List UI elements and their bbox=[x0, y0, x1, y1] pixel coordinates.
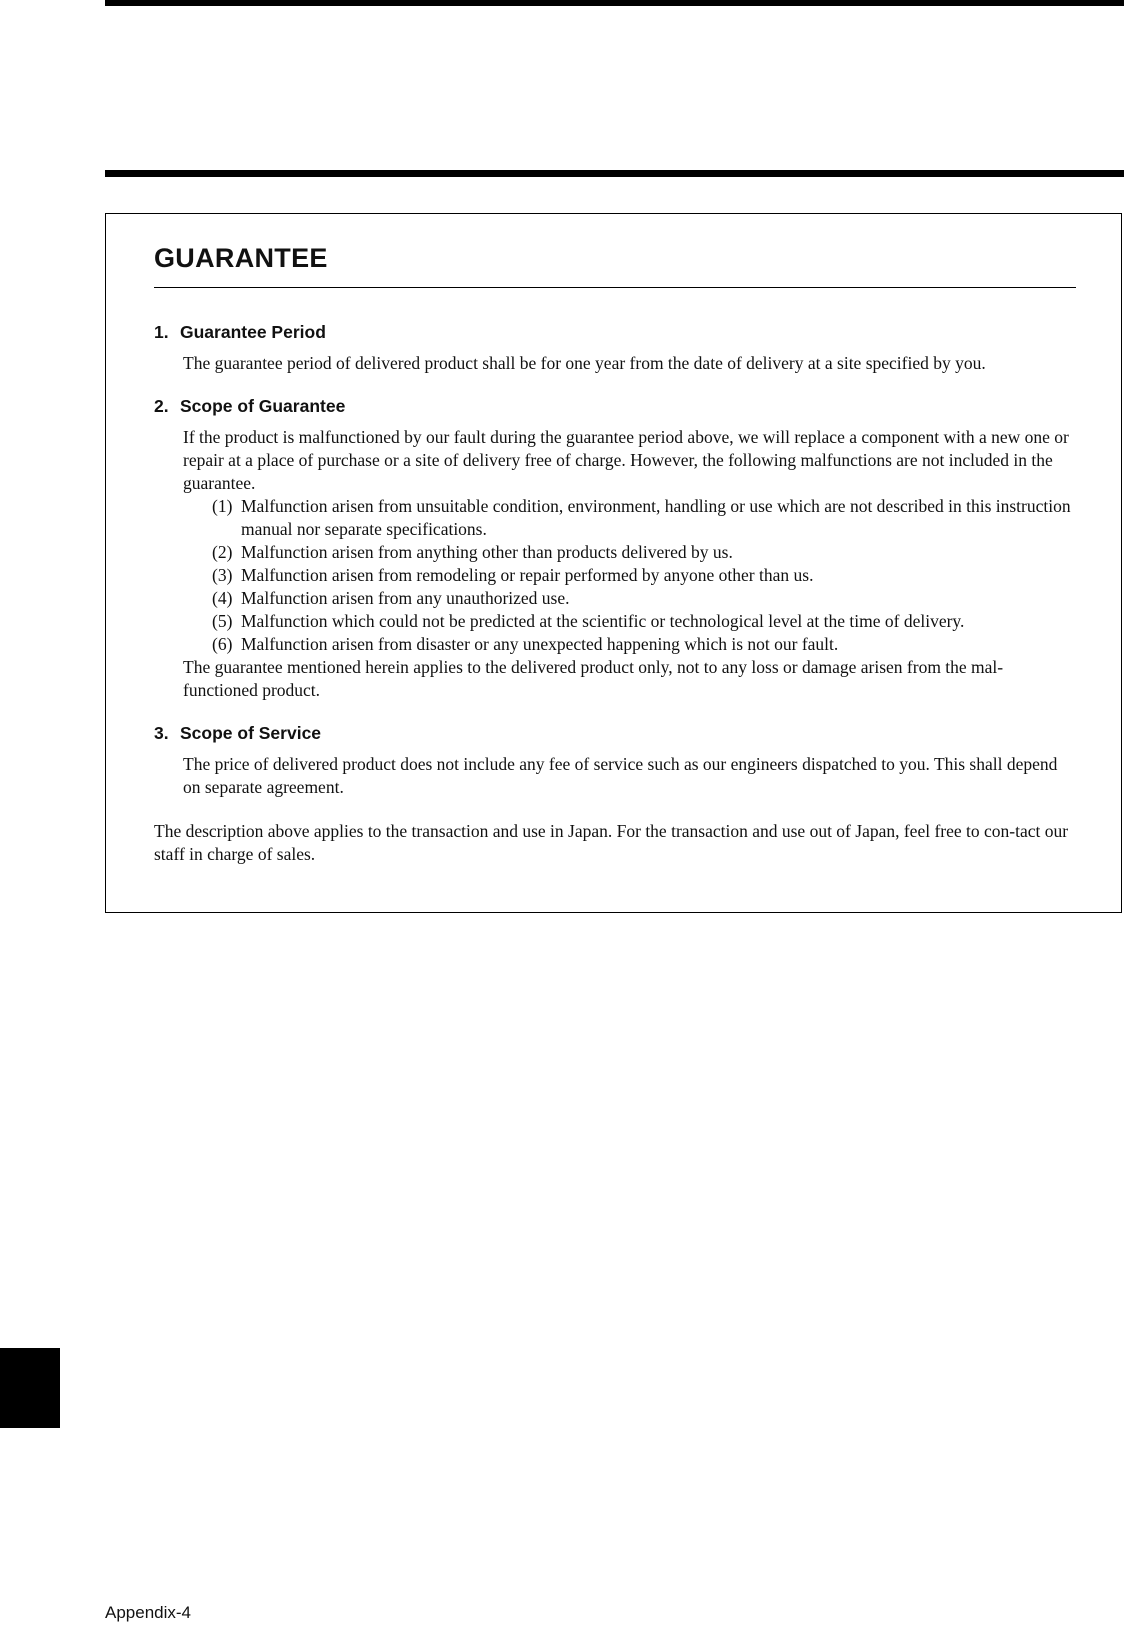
jurisdiction-note: The description above applies to the transaction and use in Japan. For the transaction and use out of Japan, feel free to con-tact our staff in charge of sales. bbox=[154, 821, 1069, 864]
section-body: If the product is malfunctioned by our fault during the guarantee period above, we will replace a component with a new one or repair at a place of purchase or a site of delivery free of charge. However, the following malfunctions are not included in the guarantee. bbox=[183, 427, 1069, 493]
list-text: Malfunction arisen from disaster or any unexpected happening which is not our fault. bbox=[241, 634, 839, 654]
list-item bbox=[212, 633, 1076, 656]
list-text: Malfunction arisen from unsuitable condition, environment, handling or use which are not described in this instruction manual nor separate specifications. bbox=[241, 496, 1071, 539]
list-item bbox=[212, 587, 1076, 610]
section-body: The guarantee period of delivered product shall be for one year from the date of delivery at a site specified by you. bbox=[183, 353, 986, 373]
list-marker: (4) bbox=[212, 588, 233, 608]
list-item bbox=[212, 610, 1076, 633]
page-footer: Appendix-4 bbox=[105, 1603, 192, 1622]
title-underline bbox=[154, 287, 1076, 288]
list-marker: (3) bbox=[212, 565, 233, 585]
section-guarantee-period bbox=[154, 321, 1076, 375]
section-number: 1. bbox=[154, 322, 169, 342]
section-number: 3. bbox=[154, 723, 169, 743]
list-marker: (5) bbox=[212, 611, 233, 631]
section-heading bbox=[154, 395, 1076, 417]
list-item bbox=[212, 564, 1076, 587]
section-number: 2. bbox=[154, 396, 169, 416]
header-rule bbox=[105, 170, 1124, 177]
section-title: Scope of Guarantee bbox=[180, 396, 346, 416]
list-item bbox=[212, 495, 1076, 541]
list-text: Malfunction arisen from anything other than products delivered by us. bbox=[241, 542, 733, 562]
section-title: Scope of Service bbox=[180, 723, 322, 743]
section-body: The price of delivered product does not include any fee of service such as our engineers dispatched to you. This shall depend on separate agreement. bbox=[183, 754, 1058, 797]
guarantee-content bbox=[154, 242, 1076, 866]
list-marker: (2) bbox=[212, 542, 233, 562]
section-scope-of-guarantee bbox=[154, 395, 1076, 702]
exclusion-list bbox=[154, 495, 1076, 656]
list-marker: (6) bbox=[212, 634, 233, 654]
section-scope-of-service bbox=[154, 722, 1076, 799]
page-title: GUARANTEE bbox=[154, 243, 328, 273]
section-title: Guarantee Period bbox=[180, 322, 326, 342]
list-item bbox=[212, 541, 1076, 564]
list-text: Malfunction which could not be predicted at the scientific or technological level at the time of delivery. bbox=[241, 611, 965, 631]
section-thumb-tab bbox=[0, 1348, 60, 1428]
section-heading bbox=[154, 321, 1076, 343]
list-marker: (1) bbox=[212, 496, 233, 516]
list-text: Malfunction arisen from remodeling or repair performed by anyone other than us. bbox=[241, 565, 814, 585]
section-closing: The guarantee mentioned herein applies to the delivered product only, not to any loss or damage arisen from the mal-functioned product. bbox=[183, 657, 1004, 700]
guarantee-box bbox=[105, 213, 1122, 913]
top-rule bbox=[105, 0, 1124, 6]
list-text: Malfunction arisen from any unauthorized use. bbox=[241, 588, 570, 608]
section-heading bbox=[154, 722, 1076, 744]
